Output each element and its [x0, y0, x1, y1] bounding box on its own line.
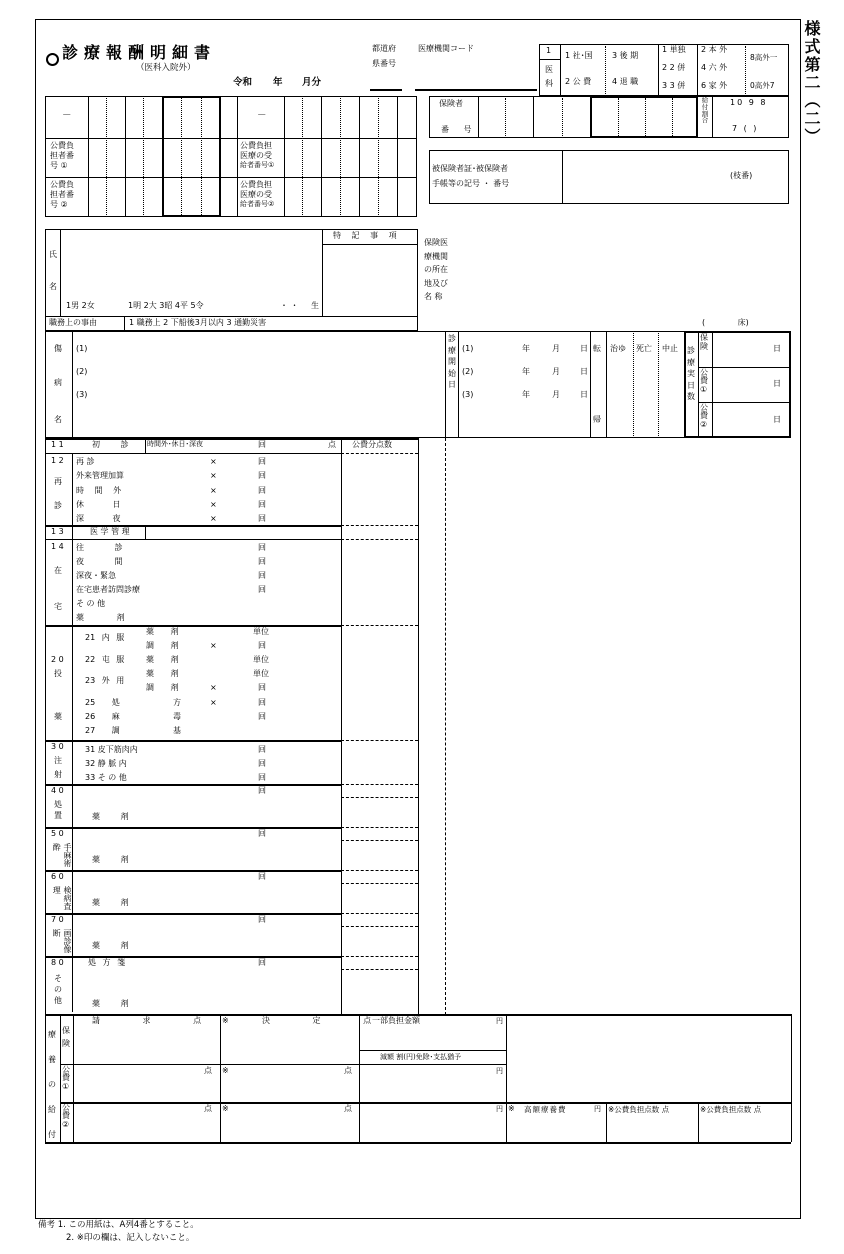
row-11-code: 1 1 [51, 440, 64, 449]
row-80-code: 8 0 [51, 958, 64, 967]
name-label-1: 氏 [49, 250, 57, 259]
days-hoken-unit: 日 [773, 344, 781, 353]
row-30-code: 3 0 [51, 742, 64, 751]
honnin-gai: 2 本 外 [701, 45, 728, 54]
outcome-cured: 治ゆ [610, 344, 626, 353]
row-20-label-2: 薬 [54, 712, 62, 721]
kohi1-decision-unit: 点 [344, 1066, 352, 1075]
days-hoken-label: 保険 [700, 333, 708, 351]
row-21-kai: 回 [258, 641, 266, 650]
pref-label-2: 県番号 [372, 59, 396, 68]
row-20-label-1: 投 [54, 669, 62, 678]
row-40-label: 処置 [54, 800, 62, 820]
disease-3: (3) [76, 390, 88, 399]
kohi2-decision-unit: 点 [344, 1104, 352, 1113]
row-11-kai: 回 [258, 440, 266, 449]
kohi1-points-unit: 点 [204, 1066, 212, 1075]
kohi2-copay-unit: 円 [496, 1105, 503, 1113]
form-style-label: 様式第二（二） [802, 20, 821, 146]
month-3: 月 [552, 390, 560, 399]
row-22-yaku: 薬 剤 [146, 655, 179, 664]
ika-number: 1 [546, 46, 552, 55]
insured-card-label-2: 手帳等の記号 ・ 番号 [432, 179, 510, 188]
row-12-x: × × × × × [210, 457, 217, 524]
row-70-label: 画診像断 [52, 929, 72, 953]
row-22-tani: 単位 [253, 655, 269, 664]
disease-box [45, 331, 791, 438]
disease-label-1: 傷 [54, 344, 62, 353]
sex-options: 1男 2女 [66, 301, 95, 310]
row-21-tani: 単位 [253, 627, 269, 636]
row-11-name: 初 診 [92, 440, 129, 449]
double-label: 2 2 併 [662, 63, 686, 72]
form-subtitle: （医科入院外） [136, 63, 196, 73]
number-dash-2: － [257, 110, 267, 121]
row-12-label-1: 再 [54, 477, 62, 486]
start-1: (1) [462, 344, 474, 353]
name-label-2: 名 [49, 282, 57, 291]
birth-date-dots: ・ ・ [280, 301, 299, 310]
number-dash-1: － [62, 110, 72, 121]
occupational-reason-options: 1 職務上 2 下船後3月以内 3 通勤災害 [129, 318, 267, 327]
year-2: 年 [522, 367, 530, 376]
koreisha-1: 8高外一 [750, 53, 778, 62]
row-12-items: 再 診 外来管理加算 時 間 外 休 日 深 夜 [76, 457, 124, 524]
row-60-kai: 回 [258, 872, 266, 881]
row-21-name: 21 内 服 [85, 633, 125, 642]
month-2: 月 [552, 367, 560, 376]
start-3: (3) [462, 390, 474, 399]
jukyusha1-label: 公費負担 医療の受 給者番号① [240, 141, 275, 169]
row-26-name: 26 麻 [85, 712, 120, 721]
row-70-yaku: 薬 剤 [92, 941, 129, 950]
row-23-tani: 単位 [253, 669, 269, 678]
row-14-items: 往 診 夜 間 深夜・緊急 在宅患者訪問診療 そ の 他 薬 剤 [76, 543, 140, 622]
bed-count-label: ( 床) [702, 318, 749, 327]
copayment-unit: 円 [496, 1017, 503, 1025]
kohi-points-header: 公費分点数 [352, 440, 392, 449]
koreisha-7: 0高外7 [750, 81, 775, 90]
decision-points-label: 決 定 点 [262, 1016, 372, 1025]
occupational-reason-label: 職務上の事由 [49, 318, 97, 327]
summary-kohi1-label: 公費① [62, 1065, 70, 1091]
row-23-yaku: 薬 剤 [146, 669, 179, 678]
kohi-number-box [45, 96, 417, 217]
row-27-name: 27 調 [85, 726, 120, 735]
row-50-code: 5 0 [51, 829, 64, 838]
institution-label: 保険医 療機関 の所在 地及び 名 称 [424, 238, 448, 302]
disease-2: (2) [76, 367, 88, 376]
ika-label-2: 科 [545, 79, 553, 88]
row-14-code: 1 4 [51, 542, 64, 551]
type-shakoku: 1 社･国 [565, 51, 593, 60]
row-25-x: × [210, 698, 217, 707]
summary-hoken-label: 保険 [62, 1026, 70, 1048]
row-21-yaku: 薬 剤 [146, 627, 179, 636]
branch-number-label: (枝番) [730, 171, 753, 180]
row-22-name: 22 屯 服 [85, 655, 125, 664]
row-21-x: × [210, 641, 217, 650]
row-80-yaku: 薬 剤 [92, 999, 129, 1008]
row-13-code: 1 3 [51, 527, 64, 536]
row-50-yaku: 薬 剤 [92, 855, 129, 864]
kohi1-copay-unit: 円 [496, 1067, 503, 1075]
kohi-burden-points-2: ※公費負担点数 点 [700, 1105, 762, 1114]
inst-code-line [415, 89, 537, 91]
kyufu-rate-label: 給付割合 [701, 96, 709, 125]
row-20-code: 2 0 [51, 655, 64, 664]
outcome-label-2: 帰 [593, 415, 601, 424]
row-23-kai: 回 [258, 683, 266, 692]
reduction-label: 減額 割(円)免除･支払猶予 [380, 1053, 462, 1061]
outcome-died: 死亡 [636, 344, 652, 353]
triple-label: 3 3 併 [662, 81, 686, 90]
row-40-kai: 回 [258, 786, 266, 795]
kazoku-gai: 6 家 外 [701, 81, 728, 90]
month-1: 月 [552, 344, 560, 353]
month-label: 月分 [302, 77, 322, 88]
disease-label-3: 名 [54, 415, 62, 424]
row-50-kai: 回 [258, 829, 266, 838]
type-kohi: 2 公 費 [565, 77, 592, 86]
row-60-code: 6 0 [51, 872, 64, 881]
row-30-kai: 回 回 回 [258, 745, 266, 782]
jukyusha2-label: 公費負担 医療の受 給者番号② [240, 180, 275, 208]
claim-points-label: 請 求 点 [92, 1016, 202, 1025]
kyufu-rate-1: 10 9 8 [730, 98, 768, 107]
row-11-ten: 点 [328, 440, 336, 449]
day-2: 日 [580, 367, 588, 376]
row-30-label-2: 射 [54, 770, 62, 779]
kohi2-label: 公費負 担者番 号 ② [50, 180, 74, 209]
row-80-label: その他 [54, 974, 62, 1006]
pref-label: 都道府 [372, 44, 396, 53]
year-3: 年 [522, 390, 530, 399]
ika-label-1: 医 [545, 65, 553, 74]
row-60-label: 検病査理 [52, 886, 72, 910]
days-kohi1-label: 公費① [700, 368, 708, 394]
kohi1-decision-mark: ※ [222, 1066, 229, 1075]
row-60-yaku: 薬 剤 [92, 898, 129, 907]
footnote-2: 2. ※印の欄は、記入しないこと。 [66, 1233, 195, 1243]
insurer-number-label: 番 号 [441, 125, 478, 134]
footnote-1: 備考 1. この用紙は、A列4番とすること。 [38, 1220, 199, 1230]
row-25-hou: 方 [173, 698, 181, 707]
year-label: 年 [273, 77, 283, 88]
row-14-kai: 回 回 回 回 [258, 543, 266, 594]
summary-kohi2-label: 公費② [62, 1103, 70, 1129]
type-koki: 3 後 期 [612, 51, 639, 60]
treatment-days-label: 診 療 実 日 数 [687, 346, 695, 402]
birth-era-options: 1明 2大 3昭 4平 5令 [128, 301, 204, 310]
copayment-label: 一部負担金額 [372, 1016, 420, 1025]
start-date-label: 診 療 開 始 日 [448, 334, 456, 390]
row-26-kai: 回 [258, 712, 266, 721]
row-23-name: 23 外 用 [85, 676, 125, 685]
pref-code-line [370, 89, 402, 91]
disease-1: (1) [76, 344, 88, 353]
row-14-label-1: 在 [54, 566, 62, 575]
start-2: (2) [462, 367, 474, 376]
row-12-code: 1 2 [51, 456, 64, 465]
row-25-kai: 回 [258, 698, 266, 707]
special-notes-label: 特 記 事 項 [333, 231, 401, 240]
days-kohi1-unit: 日 [773, 379, 781, 388]
row-25-name: 25 処 [85, 698, 120, 707]
single-label: 1 単独 [662, 45, 686, 54]
row-14-label-2: 宅 [54, 602, 62, 611]
row-30-items: 31 皮下筋肉内 32 静 脈 内 33 そ の 他 [85, 745, 138, 782]
row-80-kai: 回 [258, 958, 266, 967]
kohi-burden-points-1: ※公費負担点数 点 [608, 1105, 670, 1114]
row-11-note: 時間外･休日･深夜 [147, 440, 203, 448]
row-27-ki: 基 [173, 726, 181, 735]
summary-vertical-label: 療 養 の 給 付 [48, 1030, 56, 1139]
row-30-label-1: 注 [54, 756, 62, 765]
row-50-label: 手麻術酔 [52, 843, 72, 867]
kougaku-unit: 円 [594, 1105, 601, 1113]
days-kohi2-label: 公費② [700, 403, 708, 429]
row-26-doku: 毒 [173, 712, 181, 721]
row-40-code: 4 0 [51, 786, 64, 795]
kyufu-rate-2: 7 ( ) [732, 124, 759, 133]
day-1: 日 [580, 344, 588, 353]
year-1: 年 [522, 344, 530, 353]
outcome-stopped: 中止 [662, 344, 678, 353]
row-40-yaku: 薬 剤 [92, 812, 129, 821]
row-80-shoho: 処 方 箋 [88, 958, 126, 967]
row-21-chou: 調 剤 [146, 641, 179, 650]
row-70-kai: 回 [258, 915, 266, 924]
decision-mark: ※ [222, 1016, 229, 1025]
type-taishoku: 4 退 職 [612, 77, 639, 86]
row-23-x: × [210, 683, 217, 692]
kohi1-label: 公費負 担者番 号 ① [50, 141, 74, 170]
day-3: 日 [580, 390, 588, 399]
insured-card-label-1: 被保険者証･被保険者 [432, 164, 508, 173]
disease-label-2: 病 [54, 378, 62, 387]
row-13-name: 医 学 管 理 [90, 527, 130, 536]
kougaku-mark: ※ [508, 1104, 515, 1113]
birth-label: 生 [311, 301, 319, 310]
row-23-chou: 調 剤 [146, 683, 179, 692]
days-kohi2-unit: 日 [773, 415, 781, 424]
row-12-label-2: 診 [54, 501, 62, 510]
kohi2-decision-mark: ※ [222, 1104, 229, 1113]
outcome-label-1: 転 [593, 344, 601, 353]
row-12-kai: 回 回 回 回 回 [258, 457, 266, 524]
kohi2-points-unit: 点 [204, 1104, 212, 1113]
rokusai-gai: 4 六 外 [701, 63, 728, 72]
kougaku-label: 高額療養費 [524, 1105, 567, 1114]
era-label: 令和 [233, 77, 253, 88]
insurer-label: 保険者 [439, 99, 463, 108]
form-title: 診療報酬明細書 [62, 43, 217, 62]
inst-code-label: 医療機関コード [418, 44, 474, 53]
circle-mark-icon [46, 53, 59, 66]
row-70-code: 7 0 [51, 915, 64, 924]
